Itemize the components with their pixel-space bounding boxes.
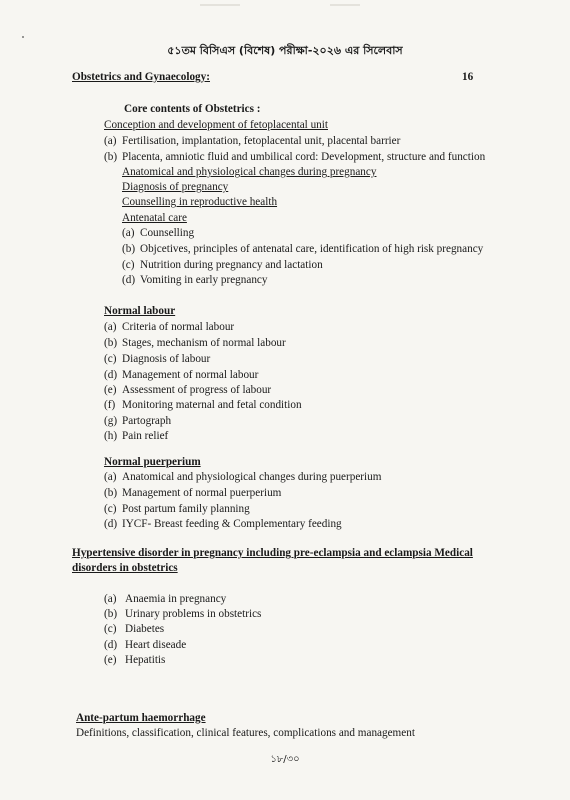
list-item <box>122 226 194 240</box>
antepartum-heading: Ante-partum haemorrhage <box>76 712 206 724</box>
item-text: Fertilisation, implantation, fetoplacental unit, placental barrier <box>122 135 401 147</box>
item-label: (a) <box>104 321 117 333</box>
item-text: IYCF- Breast feeding & Complementary feeding <box>122 518 342 530</box>
item-text: Nutrition during pregnancy and lactation <box>140 259 323 271</box>
list-item <box>122 258 323 272</box>
list-item <box>104 638 186 652</box>
item-text: Anatomical and physiological changes during puerperium <box>122 471 382 483</box>
normal-labour-heading: Normal labour <box>104 305 176 317</box>
item-label: (b) <box>122 243 136 255</box>
list-item <box>104 383 271 397</box>
list-item <box>104 368 258 382</box>
item-text: Diabetes <box>125 623 165 635</box>
item-label: (g) <box>104 415 118 427</box>
list-item <box>104 336 286 350</box>
item-label: (a) <box>122 227 135 239</box>
subheading: Anatomical and physiological changes during pregnancy <box>122 166 377 178</box>
hypertensive-heading: Hypertensive disorder in pregnancy including pre-eclampsia and eclampsia Medical <box>72 547 473 559</box>
item-label: (a) <box>104 471 117 483</box>
core-heading: Core contents of Obstetrics : <box>124 103 261 115</box>
item-label: (h) <box>104 430 118 442</box>
item-text: Hepatitis <box>125 654 166 666</box>
item-label: (a) <box>104 593 117 605</box>
list-item <box>104 414 171 428</box>
section-marks: 16 <box>462 71 474 83</box>
subheading: Diagnosis of pregnancy <box>122 181 229 193</box>
item-label: (e) <box>104 654 117 666</box>
item-text: Pain relief <box>122 430 169 442</box>
item-text: Counselling <box>140 227 195 239</box>
item-label: (c) <box>104 353 117 365</box>
item-label: (f) <box>104 399 116 411</box>
item-text: Partograph <box>122 415 172 427</box>
item-label: (b) <box>104 151 118 163</box>
conception-heading: Conception and development of fetoplacental unit <box>104 119 328 131</box>
item-text: Management of normal puerperium <box>122 487 282 499</box>
item-text: Objcetives, principles of antenatal care, identification of high risk pregnancy <box>140 243 484 255</box>
scan-smudge <box>330 4 360 6</box>
item-label: (a) <box>104 135 117 147</box>
item-text: Post partum family planning <box>122 503 250 515</box>
item-label: (d) <box>122 274 136 286</box>
subheading: Counselling in reproductive health <box>122 196 278 208</box>
item-label: (d) <box>104 639 118 651</box>
list-item <box>104 398 302 412</box>
antepartum-text: Definitions, classification, clinical features, complications and management <box>76 727 415 739</box>
normal-puerperium-heading: Normal puerperium <box>104 456 201 468</box>
item-text: Anaemia in pregnancy <box>125 593 227 605</box>
list-item <box>104 622 164 636</box>
item-label: (c) <box>104 623 117 635</box>
scan-dot <box>22 36 24 38</box>
list-item <box>104 592 226 606</box>
hypertensive-heading-cont: disorders in obstetrics <box>72 562 178 574</box>
item-label: (e) <box>104 384 117 396</box>
item-text: Placenta, amniotic fluid and umbilical cord: Development, structure and function <box>122 151 486 163</box>
item-text: Diagnosis of labour <box>122 353 211 365</box>
item-text: Criteria of normal labour <box>122 321 235 333</box>
list-item <box>104 502 250 516</box>
item-text: Monitoring maternal and fetal condition <box>122 399 302 411</box>
list-item <box>104 429 168 443</box>
list-item <box>104 470 381 484</box>
item-label: (b) <box>104 608 118 620</box>
item-label: (b) <box>104 337 118 349</box>
item-text: Heart diseade <box>125 639 187 651</box>
list-item <box>104 517 342 531</box>
page-header: ৫১তম বিসিএস (বিশেষ) পরীক্ষা-২০২৬ এর সিলেবাস <box>167 44 403 57</box>
list-item <box>104 607 261 621</box>
item-label: (d) <box>104 518 118 530</box>
item-label: (d) <box>104 369 118 381</box>
list-item <box>122 242 483 256</box>
item-text: Stages, mechanism of normal labour <box>122 337 286 349</box>
list-item <box>104 653 165 667</box>
page-number: ১৮/৩০ <box>270 754 300 765</box>
item-label: (c) <box>122 259 135 271</box>
item-text: Vomiting in early pregnancy <box>140 274 268 286</box>
list-item <box>104 150 485 164</box>
item-text: Assessment of progress of labour <box>122 384 272 396</box>
list-item <box>104 352 210 366</box>
item-label: (b) <box>104 487 118 499</box>
subheading: Antenatal care <box>122 212 187 224</box>
list-item <box>104 134 400 148</box>
item-text: Urinary problems in obstetrics <box>125 608 262 620</box>
section-title: Obstetrics and Gynaecology: <box>72 71 210 83</box>
item-text: Management of normal labour <box>122 369 259 381</box>
list-item <box>104 320 234 334</box>
scan-smudge <box>200 4 240 6</box>
list-item <box>122 273 268 287</box>
item-label: (c) <box>104 503 117 515</box>
list-item <box>104 486 281 500</box>
